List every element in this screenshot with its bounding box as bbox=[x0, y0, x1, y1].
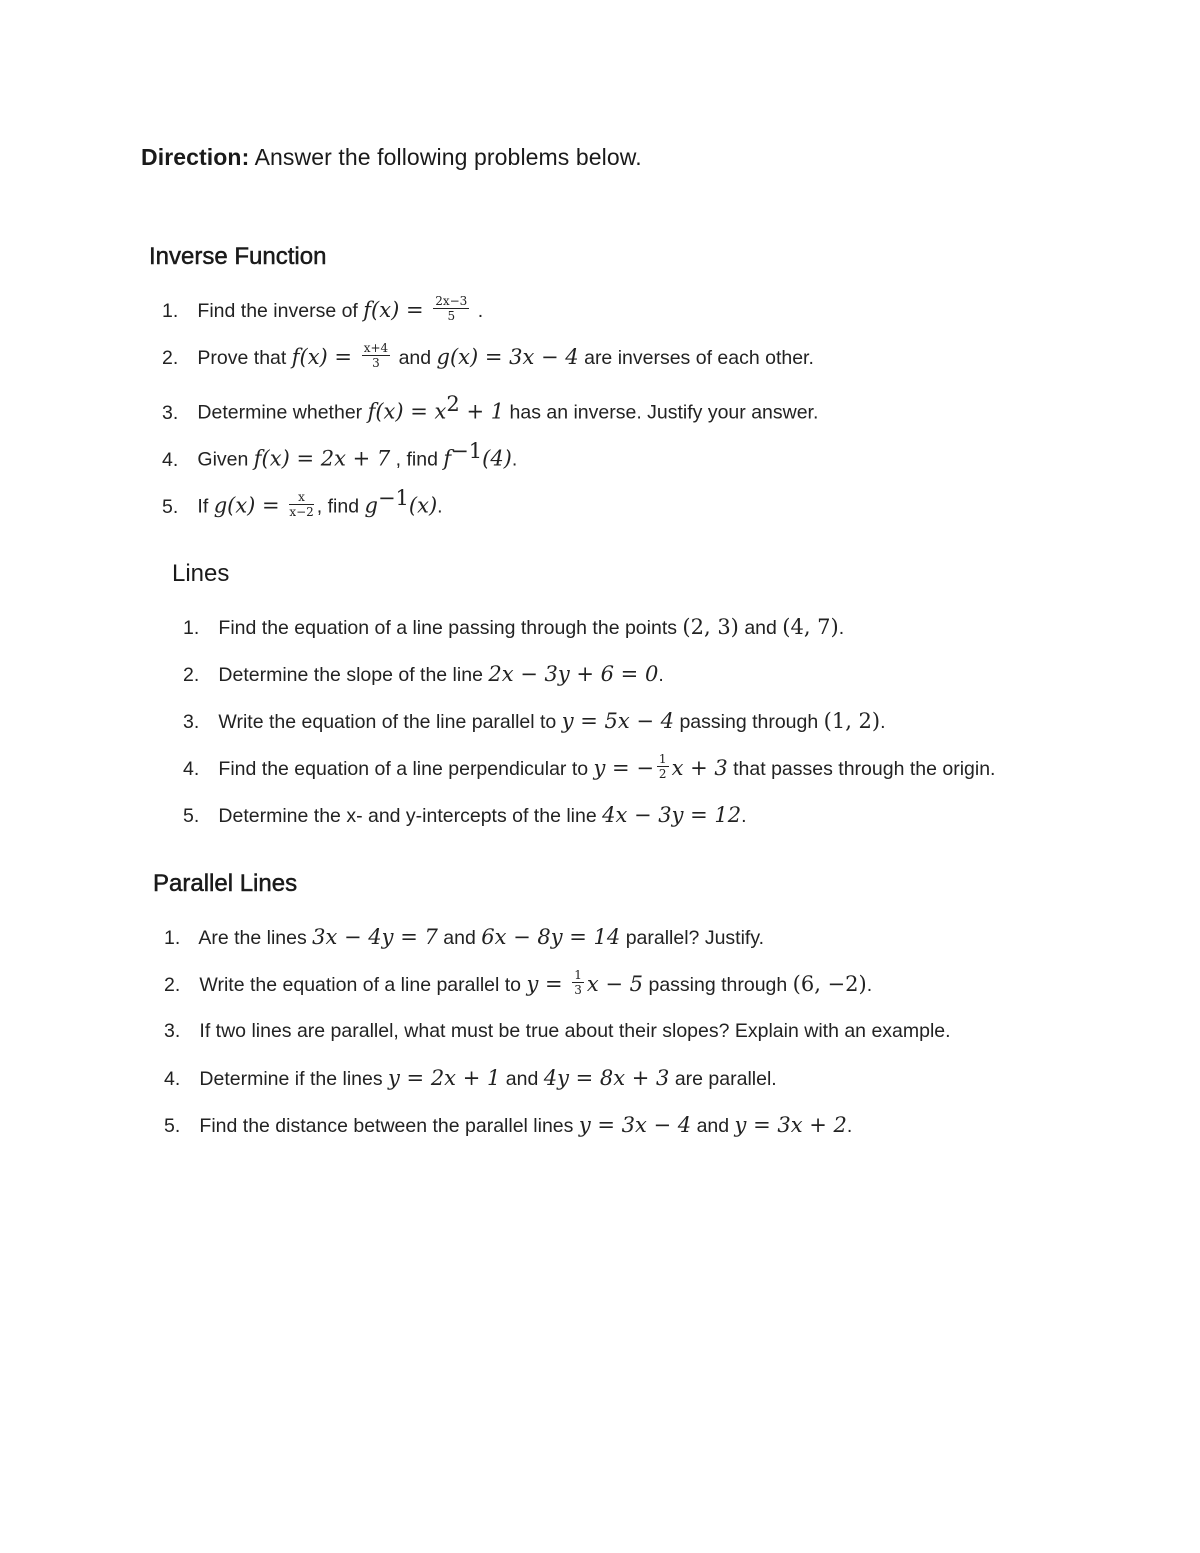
problem-item bbox=[183, 751, 995, 798]
problem-number: 2. bbox=[183, 664, 200, 686]
math-expression: 3x − 4y = 7 bbox=[312, 925, 438, 949]
problem-text: are inverses of each other. bbox=[584, 347, 814, 369]
math-expression: (6, −2) bbox=[792, 972, 867, 996]
direction-label: Direction: bbox=[141, 144, 250, 170]
problem-number: 5. bbox=[164, 1115, 181, 1137]
problem-number: 3. bbox=[162, 401, 179, 424]
problem-item bbox=[162, 340, 818, 387]
problem-text: Prove that bbox=[197, 347, 292, 369]
math-expression: + 1 bbox=[459, 399, 505, 424]
section-title: Lines bbox=[172, 560, 230, 587]
fraction-numerator: x bbox=[289, 491, 313, 505]
math-expression: y = 3x + 2 bbox=[734, 1113, 847, 1137]
problem-number: 5. bbox=[183, 805, 200, 827]
problem-text: Find the equation of a line passing through the points bbox=[218, 617, 683, 639]
math-expression: g(x) = bbox=[213, 493, 287, 518]
problem-text: and bbox=[398, 347, 437, 369]
problem-text: Given bbox=[197, 448, 254, 471]
problem-text: , find bbox=[316, 495, 365, 518]
section-inverse-function bbox=[149, 243, 818, 528]
problem-text: has an inverse. Justify your answer. bbox=[509, 401, 819, 424]
problem-text: Write the equation of the line parallel to bbox=[218, 711, 562, 733]
math-superscript: −1 bbox=[451, 439, 483, 463]
problem-item bbox=[183, 657, 995, 704]
problem-text: Find the equation of a line perpendicular to bbox=[218, 758, 594, 780]
problem-text: . bbox=[477, 300, 484, 322]
math-expression: 6x − 8y = 14 bbox=[481, 925, 621, 949]
problem-number: 2. bbox=[164, 974, 181, 996]
math-fraction bbox=[572, 969, 584, 996]
problem-item bbox=[183, 610, 995, 657]
fraction-numerator: 1 bbox=[658, 752, 667, 767]
math-expression: g bbox=[364, 493, 378, 518]
problem-list bbox=[183, 610, 995, 845]
fraction-numerator: x+4 bbox=[363, 341, 389, 356]
problem-text: passing through bbox=[648, 974, 793, 996]
fraction-denominator: 5 bbox=[447, 309, 456, 324]
problem-text: . bbox=[866, 974, 873, 996]
math-expression: f(x) = x bbox=[367, 399, 447, 424]
problem-item bbox=[183, 798, 995, 845]
fraction-denominator: 3 bbox=[574, 983, 582, 998]
math-expression: x − 5 bbox=[586, 972, 644, 996]
section-parallel-lines bbox=[153, 870, 951, 1155]
problem-text: Determine the slope of the line bbox=[218, 664, 489, 686]
problem-text: and bbox=[696, 1115, 735, 1137]
problem-text: . bbox=[846, 1115, 853, 1137]
problem-text: and bbox=[443, 927, 482, 949]
math-expression: 2x − 3y + 6 = 0 bbox=[488, 662, 659, 686]
math-fraction bbox=[433, 295, 469, 322]
fraction-denominator: x−2 bbox=[289, 504, 314, 519]
math-expression: 4x − 3y = 12 bbox=[602, 803, 742, 827]
math-expression: (x) bbox=[408, 493, 438, 518]
math-superscript: −1 bbox=[377, 486, 409, 510]
problem-text: , find bbox=[395, 448, 444, 471]
problem-number: 2. bbox=[162, 347, 179, 369]
problem-text: . bbox=[658, 664, 664, 686]
problem-text: Determine if the lines bbox=[199, 1068, 389, 1090]
problem-number: 3. bbox=[164, 1020, 181, 1042]
problem-item bbox=[164, 920, 951, 967]
problem-text: Find the inverse of bbox=[197, 300, 364, 322]
section-lines bbox=[172, 560, 995, 845]
math-expression: x + 3 bbox=[671, 756, 728, 780]
problem-text: . bbox=[511, 448, 518, 471]
math-expression: (2, 3) bbox=[682, 615, 739, 639]
problem-item bbox=[164, 1108, 951, 1155]
problem-text: Are the lines bbox=[198, 927, 313, 949]
section-title: Inverse Function bbox=[149, 243, 327, 270]
math-expression: f(x) = bbox=[363, 298, 431, 322]
problem-list bbox=[162, 293, 818, 528]
problem-text: If bbox=[197, 495, 214, 518]
math-expression: y = 3x − 4 bbox=[578, 1113, 692, 1137]
problem-text: . bbox=[741, 805, 747, 827]
math-expression: y = 2x + 1 bbox=[388, 1066, 501, 1090]
problem-text: that passes through the origin. bbox=[733, 758, 996, 780]
problem-number: 4. bbox=[183, 758, 200, 780]
math-expression: (1, 2) bbox=[823, 709, 881, 733]
problem-item bbox=[164, 1014, 951, 1061]
problem-text: and bbox=[744, 617, 783, 639]
problem-number: 1. bbox=[162, 300, 179, 322]
math-expression: y = − bbox=[593, 756, 654, 780]
problem-text: and bbox=[505, 1068, 544, 1090]
problem-text: . bbox=[880, 711, 886, 733]
problem-item bbox=[162, 481, 818, 528]
problem-text: Write the equation of a line parallel to bbox=[199, 974, 527, 996]
problem-number: 4. bbox=[164, 1068, 181, 1090]
problem-number: 5. bbox=[162, 495, 179, 518]
problem-text: are parallel. bbox=[674, 1068, 777, 1090]
fraction-denominator: 2 bbox=[658, 767, 667, 782]
problem-item bbox=[162, 293, 818, 340]
fraction-numerator: 1 bbox=[574, 968, 582, 983]
fraction-denominator: 3 bbox=[372, 356, 380, 371]
problem-item bbox=[162, 434, 818, 481]
problem-text: Find the distance between the parallel lines bbox=[199, 1115, 579, 1137]
fraction-numerator: 2x−3 bbox=[435, 294, 468, 309]
problem-number: 3. bbox=[183, 711, 200, 733]
problem-number: 4. bbox=[162, 448, 179, 471]
problem-number: 1. bbox=[164, 927, 181, 949]
math-expression: f(x) = 2x + 7 bbox=[253, 446, 391, 471]
section-title: Parallel Lines bbox=[153, 870, 298, 897]
direction-text: Answer the following problems below. bbox=[254, 144, 642, 170]
math-fraction bbox=[289, 491, 313, 518]
math-expression: f bbox=[443, 446, 452, 471]
math-expression: g(x) = 3x − 4 bbox=[436, 345, 579, 369]
problem-text: If two lines are parallel, what must be true about their slopes? Explain with an example. bbox=[199, 1020, 951, 1042]
problem-text: parallel? Justify. bbox=[625, 927, 765, 949]
problem-text: Determine the x- and y-intercepts of the line bbox=[218, 805, 603, 827]
math-superscript: 2 bbox=[446, 392, 460, 416]
math-fraction bbox=[362, 342, 390, 369]
problem-item bbox=[183, 704, 995, 751]
math-expression: f(x) = bbox=[291, 345, 359, 369]
problem-text: . bbox=[437, 495, 443, 518]
math-expression: 4y = 8x + 3 bbox=[543, 1066, 670, 1090]
math-expression: y = 5x − 4 bbox=[561, 709, 675, 733]
problem-item bbox=[162, 387, 818, 434]
problem-item bbox=[164, 1061, 951, 1108]
direction-line bbox=[141, 144, 642, 171]
math-expression: (4, 7) bbox=[782, 615, 839, 639]
math-fraction bbox=[657, 753, 669, 780]
problem-text: . bbox=[838, 617, 845, 639]
math-expression: (4) bbox=[482, 446, 512, 471]
problem-item bbox=[164, 967, 951, 1014]
problem-text: Determine whether bbox=[197, 401, 368, 424]
math-expression: y = bbox=[526, 972, 570, 996]
problem-text: passing through bbox=[679, 711, 824, 733]
problem-number: 1. bbox=[183, 617, 200, 639]
problem-list bbox=[164, 920, 951, 1155]
